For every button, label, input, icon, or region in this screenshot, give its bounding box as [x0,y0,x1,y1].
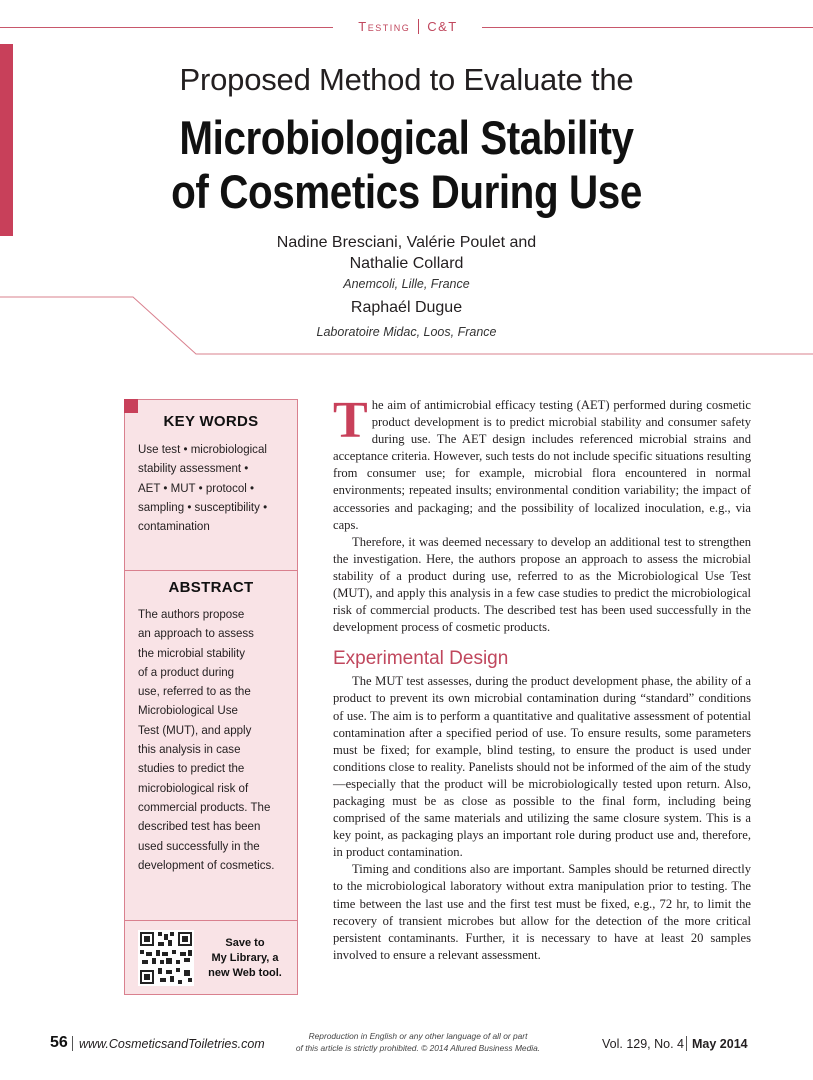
author-2: Raphaél Dugue [350,299,463,316]
decorative-rule-lines [0,290,813,360]
abstract-line: an approach to assess [138,626,254,641]
save-line: new Web tool. [208,967,282,979]
abstract-line: used successfully in the [138,838,260,853]
abstract-line: Test (MUT), and apply [138,722,252,737]
footer-date: May 2014 [692,1037,748,1051]
title-line-2: Microbiological Stability [179,111,634,164]
drop-cap: T [333,392,368,449]
repro-line: of this article is strictly prohibited. © 2014 Allured Business Media. [295,1043,541,1053]
header-rule-right [482,27,813,28]
title-line-3: of Cosmetics During Use [171,165,642,218]
sidebar-box [124,399,298,995]
abstract-line: the microbial stability [138,645,245,660]
qr-code-icon[interactable] [138,930,194,986]
abstract-line: described test has been [138,819,261,834]
save-to-library-link[interactable] [203,936,287,981]
keywords-line: contamination [138,519,210,534]
header-rule-left [0,27,333,28]
section-label-right: C&T [427,19,458,34]
body-paragraph-1 [333,392,751,534]
abstract-line: use, referred to as the [138,684,251,699]
sidebar-divider [125,920,297,921]
abstract-line: The authors propose [138,607,245,621]
abstract-text [138,605,289,875]
footer-volume: Vol. 129, No. 4 [602,1037,685,1051]
sidebar-divider [125,570,297,571]
keywords-line: stability assessment • [138,461,249,476]
repro-line: Reproduction in English or any other language of all or part [308,1031,528,1041]
body-paragraph-2: Therefore, it was deemed necessary to develop an additional test to strengthen the investigation. Here, the authors propose an approach to assess the microbial stability of a product during use, referred to as the Microbiological Use Test (MUT), and apply this analysis in a few case studies to predict the microbiological risk of commercial products. The described test has been used successfully in the development process of cosmetic products. [333,534,751,635]
abstract-line: Microbiological Use [138,703,238,718]
keywords-line: AET • MUT • protocol • [138,480,255,495]
section-label [340,19,476,34]
save-line: My Library, a [211,952,279,964]
save-line: Save to [225,937,265,949]
keywords-text [138,440,289,536]
abstract-line: development of cosmetics. [138,857,275,872]
abstract-line: this analysis in case [138,742,241,757]
body-paragraph-4: Timing and conditions also are important. Samples should be returned directly to the microbiological laboratory without extra manipulation prior to testing. The time between the last use and the first test must be fixed, e.g., 72 hr, to limit the recovery of transient microbes but allow for the detection of the more critical persistent contaminants. Further, it is necessary to have at least 20 samples involved to ensure a relevant assessment. [333,862,751,962]
sidebar-marker [124,399,138,413]
footer-url-link[interactable]: www.CosmeticsandToiletries.com [79,1037,265,1051]
keywords-line: Use test • microbiological [138,442,267,456]
abstract-line: commercial products. The [138,799,271,814]
article-body [333,392,751,964]
section-label-left: Testing [358,19,411,34]
author-line-2: Nathalie Collard [349,255,464,272]
keywords-line: sampling • susceptibility • [138,499,268,514]
body-paragraph-1-text: he aim of antimicrobial efficacy testing (AET) performed during cosmetic product development is to predict microbial stability and consumer safety during use. The AET design includes referenced microbial strains and acceptance criteria. However, such tests do not include specific situations resulting from consumer use; for example, microbial flora encountered in normal environments; repeated insults; environmental condition variability; the impact of accessories and packaging; and the possibility of localized inoculation, e.g., via caps. [333,398,751,532]
body-paragraph-3: The MUT test assesses, during the product development phase, the ability of a product to prevent its own microbial contamination during “standard” conditions of use. The aim is to perform a quantitative and qualitative assessment of potential contamination after a specified period of use. To ensure results, some parameters must be fixed; for example, blind testing, to ensure the product is used under conditions close to reality. Panelists should not be informed of the aim of the study—especially that the product will be microbiologically tested upon return. Also, packaging must be as close as possible to the final form, including being comprised of the same materials and utilizing the same closure system. This is a key point, as packaging plays an important role during product use and, therefore, in product contamination. [333,674,751,860]
page-number: 56 [50,1034,68,1051]
keywords-heading: KEY WORDS [163,413,259,430]
abstract-line: of a product during [138,664,235,679]
abstract-line: microbiological risk of [138,780,249,795]
affiliation-1: Anemcoli, Lille, France [343,277,470,291]
section-separator [418,19,419,34]
abstract-line: studies to predict the [138,761,245,776]
footer-separator [686,1036,687,1051]
author-line-1: Nadine Bresciani, Valérie Poulet and [276,234,537,251]
abstract-heading: ABSTRACT [168,579,254,596]
affiliation-2: Laboratoire Midac, Loos, France [316,325,497,339]
footer-separator [72,1036,73,1051]
section-heading-experimental-design: Experimental Design [333,648,509,670]
reproduction-notice [278,1030,558,1054]
author-block [0,232,813,274]
title-line-1: Proposed Method to Evaluate the [179,62,634,97]
